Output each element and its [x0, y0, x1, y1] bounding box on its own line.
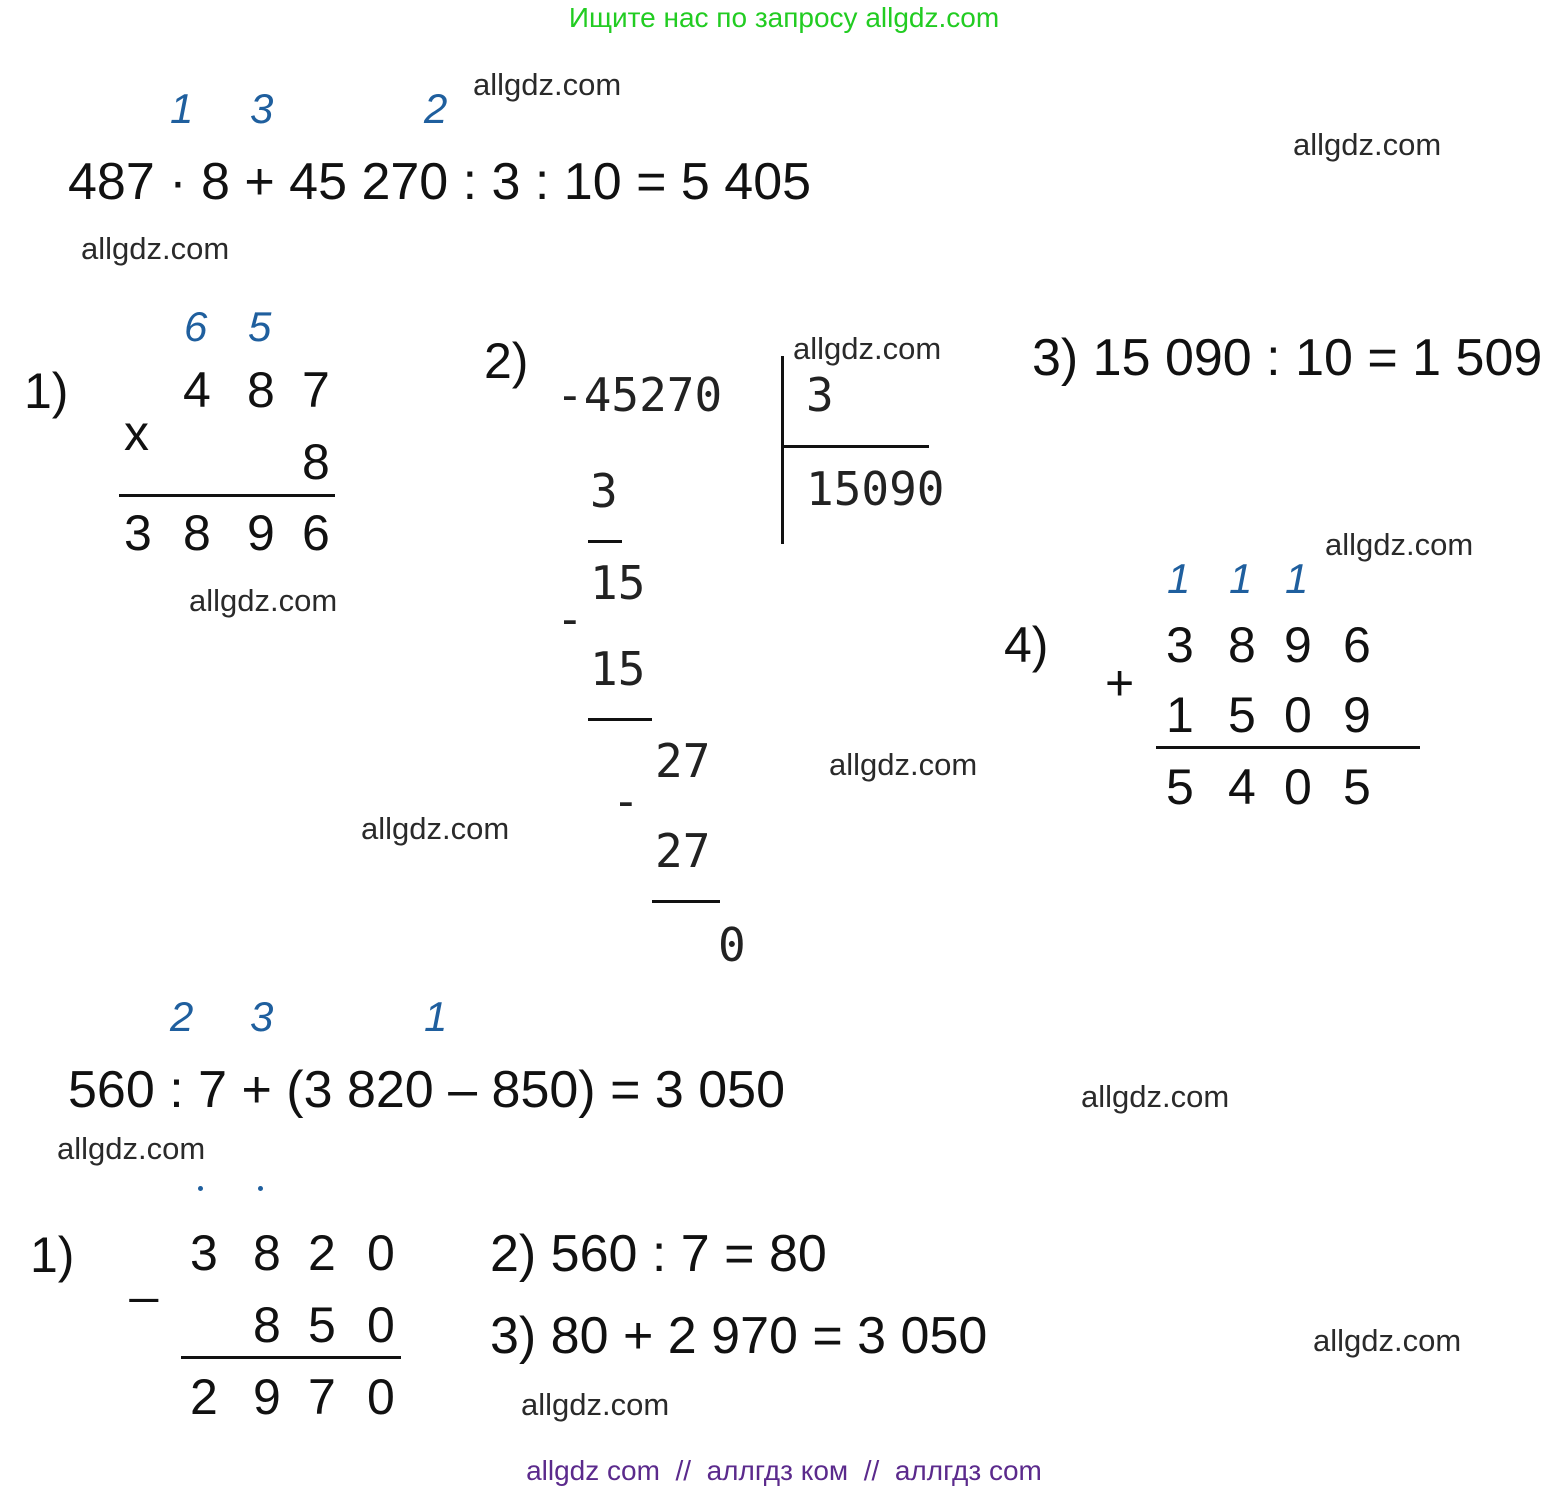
digit: 1 [1166, 687, 1194, 743]
borrow-dot [258, 1186, 263, 1191]
result-line [119, 494, 335, 497]
expression: 487 · 8 + 45 270 : 3 : 10 = 5 405 [68, 153, 812, 211]
digit: 4 [1228, 759, 1256, 815]
digit: 2 [190, 1369, 218, 1425]
digit: 8 [253, 1225, 281, 1281]
order-mark: 3 [250, 85, 274, 132]
digit: 3 [190, 1225, 218, 1281]
digit: 9 [1343, 687, 1371, 743]
carry-digit: 1 [1285, 555, 1309, 602]
step-3-equation: 3) 15 090 : 10 = 1 509 [1032, 329, 1543, 387]
watermark: allgdz.com [473, 67, 622, 102]
division-row: 27 [655, 824, 711, 878]
result-line [181, 1356, 401, 1359]
order-mark: 2 [424, 85, 448, 132]
digit: 5 [1228, 687, 1256, 743]
watermark: allgdz.com [793, 331, 942, 366]
expression: 560 : 7 + (3 820 – 850) = 3 050 [68, 1061, 786, 1119]
result-line [1156, 746, 1420, 749]
watermark: allgdz.com [1313, 1323, 1462, 1358]
digit: 0 [1284, 687, 1312, 743]
step-label: 2) [484, 333, 529, 389]
digit: 8 [247, 362, 275, 418]
watermark: allgdz.com [189, 583, 338, 618]
operator: x [124, 405, 149, 461]
watermark: allgdz.com [1293, 127, 1442, 162]
carry-digit: 5 [248, 303, 272, 350]
digit: 0 [1284, 759, 1312, 815]
operator: + [1105, 655, 1135, 711]
division-line [588, 718, 652, 721]
digit: 6 [1343, 617, 1371, 673]
watermark: allgdz.com [1325, 527, 1474, 562]
step-label: 4) [1004, 617, 1049, 673]
digit: 3 [1166, 617, 1194, 673]
digit: 9 [253, 1369, 281, 1425]
digit: 5 [308, 1297, 336, 1353]
division-line [588, 540, 622, 543]
digit: 9 [1284, 617, 1312, 673]
digit: 5 [1343, 759, 1371, 815]
step-2-equation: 2) 560 : 7 = 80 [490, 1225, 827, 1283]
watermark: allgdz.com [1081, 1079, 1230, 1114]
digit: 3 [124, 505, 152, 561]
order-mark: 1 [170, 85, 194, 132]
digit: 0 [367, 1225, 395, 1281]
carry-digit: 1 [1167, 555, 1191, 602]
division-row: 15 [590, 642, 646, 696]
digit: 5 [1166, 759, 1194, 815]
watermark: allgdz.com [829, 747, 978, 782]
footer-banner: allgdz com // аллгдз ком // аллгдз com [526, 1455, 1042, 1486]
division-line [652, 900, 720, 903]
carry-digit: 6 [184, 303, 208, 350]
division-bar [781, 356, 784, 544]
digit: 8 [1228, 617, 1256, 673]
digit: 8 [302, 434, 330, 490]
dividend: -45270 [556, 368, 723, 422]
digit: 7 [308, 1369, 336, 1425]
header-banner: Ищите нас по запросу allgdz.com [568, 2, 1000, 33]
digit: 0 [367, 1297, 395, 1353]
borrow-dot [198, 1186, 203, 1191]
watermark: allgdz.com [361, 811, 510, 846]
digit: 2 [308, 1225, 336, 1281]
divisor-line [781, 445, 929, 448]
digit: 9 [247, 505, 275, 561]
division-row: 0 [718, 918, 746, 972]
carry-digit: 1 [1229, 555, 1253, 602]
order-mark: 2 [170, 993, 194, 1040]
operator: _ [130, 1247, 158, 1303]
step-3-equation: 3) 80 + 2 970 = 3 050 [490, 1307, 988, 1365]
watermark: allgdz.com [521, 1387, 670, 1422]
division-row: 27 [655, 734, 711, 788]
order-mark: 1 [424, 993, 448, 1040]
digit: 4 [183, 362, 211, 418]
order-mark: 3 [250, 993, 274, 1040]
digit: 8 [253, 1297, 281, 1353]
division-minus: - [556, 592, 584, 646]
digit: 7 [302, 362, 330, 418]
step-label: 1) [30, 1227, 75, 1283]
division-row: 3 [590, 464, 618, 518]
quotient: 15090 [806, 462, 945, 516]
digit: 0 [367, 1369, 395, 1425]
step-label: 1) [24, 363, 69, 419]
divisor: 3 [806, 368, 834, 422]
digit: 6 [302, 505, 330, 561]
division-row: 15 [590, 556, 646, 610]
watermark: allgdz.com [81, 231, 230, 266]
watermark: allgdz.com [57, 1131, 206, 1166]
division-minus: - [612, 774, 640, 828]
digit: 8 [183, 505, 211, 561]
